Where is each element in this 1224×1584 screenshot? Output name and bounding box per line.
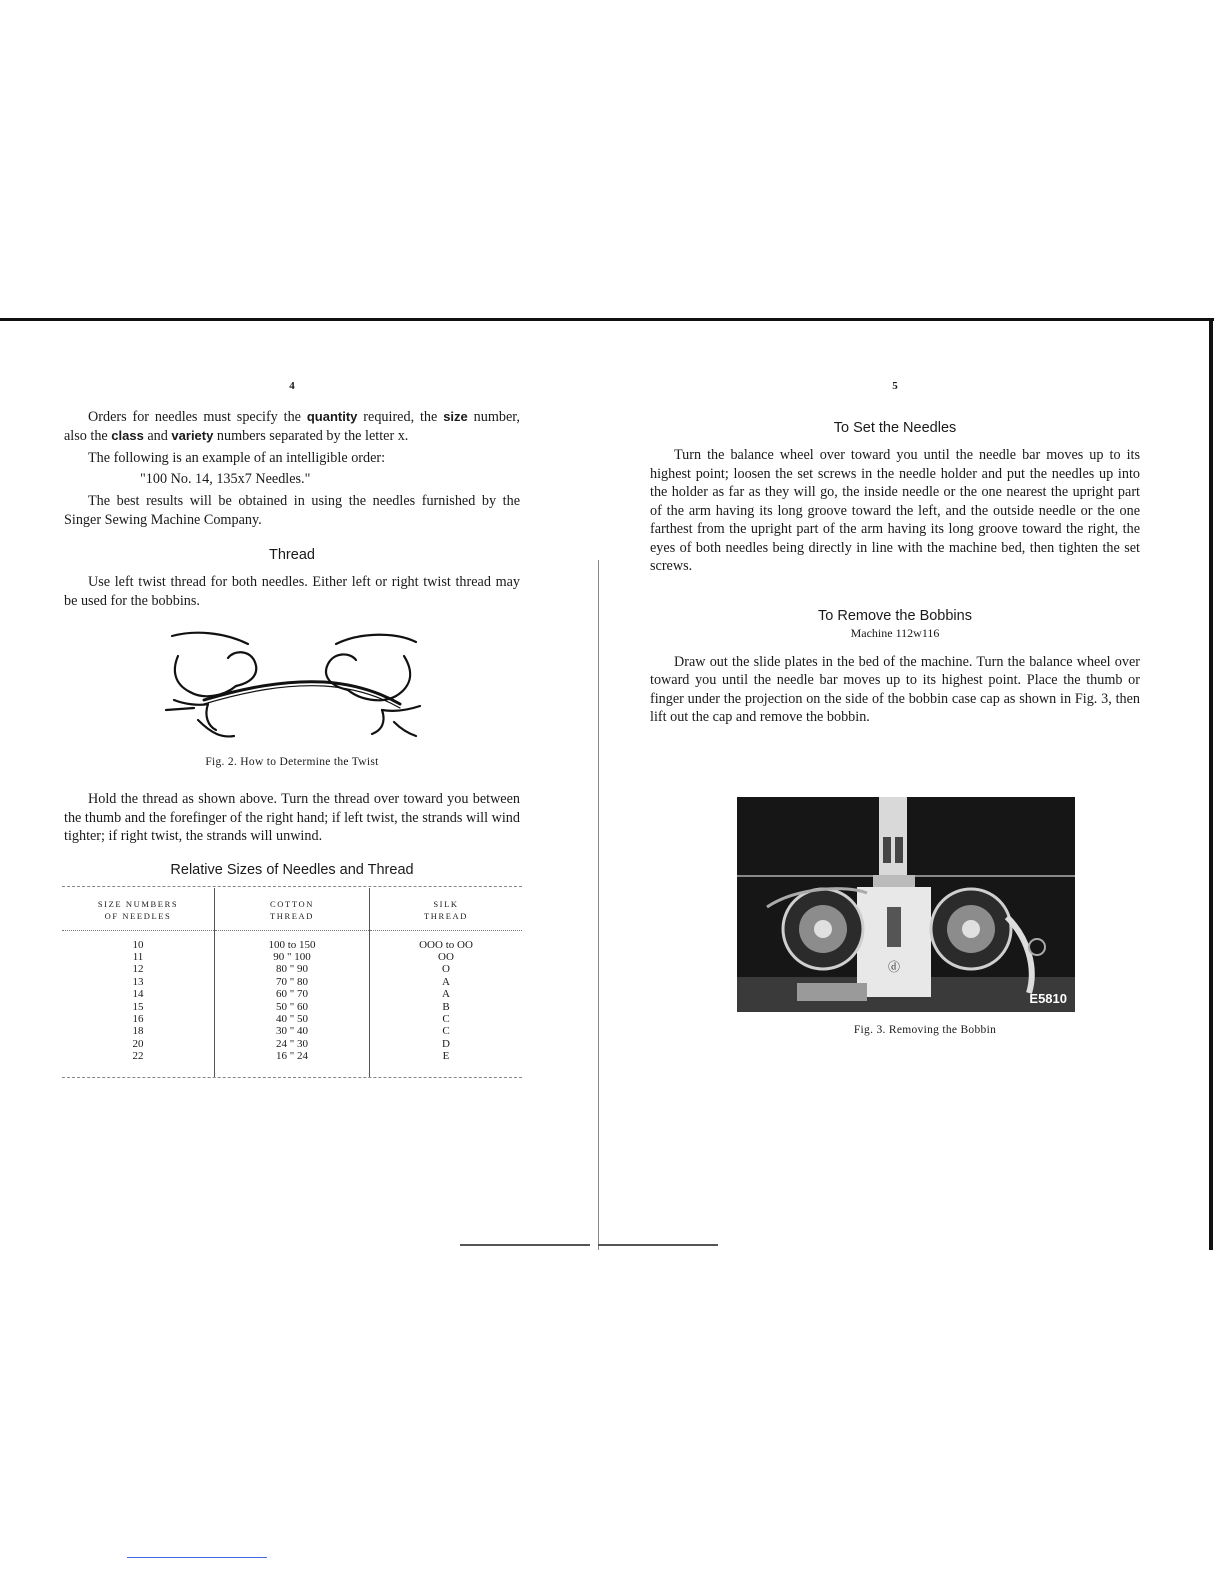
header-size-numbers: SIZE NUMBERS OF NEEDLES [62, 888, 215, 931]
cell-cotton: 80 " 90 [215, 963, 370, 975]
spread-right-edge [1209, 318, 1213, 1250]
table-row [62, 951, 522, 963]
header-silk-thread: SILK THREAD [370, 888, 523, 931]
keyword-size: size [443, 409, 468, 424]
table-row [62, 988, 522, 1000]
table-bottom-rule [62, 1077, 522, 1079]
cell-cotton: 40 " 50 [215, 1013, 370, 1025]
cell-cotton: 100 to 150 [215, 930, 370, 951]
fig3-caption: Fig. 3. Removing the Bobbin [853, 1023, 997, 1036]
needle-thread-table [62, 888, 522, 1077]
bottom-right-edge [598, 1244, 718, 1246]
table-row [62, 1001, 522, 1013]
cell-silk: OOO to OO [419, 938, 473, 951]
svg-text:ⓓ: ⓓ [887, 959, 901, 974]
spread-top-border [0, 318, 1214, 321]
text-run: Orders for needles must specify the [88, 409, 307, 425]
page-number-right: 5 [892, 380, 898, 392]
cell-size: 12 [62, 963, 215, 975]
machine-model-subheading: Machine 112w116 [850, 625, 940, 640]
cell-cotton: 30 " 40 [215, 1025, 370, 1037]
text-run: required, the [357, 409, 444, 425]
table-row [62, 1013, 522, 1025]
table-row [62, 963, 522, 975]
bottom-left-edge [460, 1244, 590, 1246]
table-heading: Relative Sizes of Needles and Thread [170, 861, 414, 878]
cell-cotton: 16 " 24 [215, 1050, 370, 1076]
photo-reference-label: E5810 [1029, 990, 1067, 1006]
footer-link-underline [127, 1557, 267, 1558]
cell-silk: O [442, 963, 450, 976]
text-run: and [143, 427, 172, 444]
page-number-left: 4 [289, 380, 295, 392]
hold-thread-paragraph: Hold the thread as shown above. Turn the thread over toward you between the thumb and the forefinger of the right hand; if left twist, the strands will wind tighter; if right twist, the strands will unwind. [64, 791, 520, 844]
best-results-paragraph: The best results will be obtained in using the needles furnished by the Singer Sewing Machine Company. [64, 493, 520, 528]
table-row [62, 1050, 522, 1076]
page-gutter [598, 560, 599, 1250]
cell-size: 16 [62, 1013, 215, 1025]
cell-cotton: 50 " 60 [215, 1001, 370, 1013]
thread-heading: Thread [269, 547, 315, 563]
remove-bobbins-heading: To Remove the Bobbins [818, 607, 972, 624]
keyword-variety: variety [171, 427, 214, 443]
cell-silk: A [442, 975, 450, 988]
cell-size: 13 [62, 976, 215, 988]
table-row [62, 1038, 522, 1050]
table-row [62, 976, 522, 988]
cell-cotton: 60 " 70 [215, 988, 370, 1000]
text-run: number, also the [64, 409, 520, 444]
remove-bobbins-paragraph: Draw out the slide plates in the bed of the machine. Turn the balance wheel over toward you until the needle bar moves up to its highest point. Place the thumb or finger under the projection on the side of the bobbin case cap as shown in Fig. 3, then lift out the cap and remove the bobbin. [650, 653, 1140, 725]
cell-cotton: 24 " 30 [215, 1038, 370, 1050]
cell-silk: C [442, 1025, 450, 1038]
cell-silk: A [442, 988, 450, 1001]
example-intro: The following is an example of an intelligible order: [88, 450, 386, 466]
thread-paragraph: Use left twist thread for both needles. Either left or right twist thread may be used for the bobbins. [64, 574, 520, 609]
cell-size: 22 [62, 1050, 215, 1076]
table-row [62, 930, 522, 951]
left-page [64, 380, 520, 1079]
cell-cotton: 90 " 100 [215, 951, 370, 963]
table-header-row [62, 888, 522, 931]
cell-cotton: 70 " 80 [215, 976, 370, 988]
set-needles-heading: To Set the Needles [833, 420, 957, 436]
needle-order-paragraph [64, 408, 520, 445]
cell-size: 14 [62, 988, 215, 1000]
cell-silk: B [442, 1000, 450, 1013]
cell-silk: OO [438, 950, 454, 963]
example-order-quote: "100 No. 14, 135x7 Needles." [140, 470, 311, 487]
fig2-caption: Fig. 2. How to Determine the Twist [205, 756, 379, 768]
cell-silk: E [442, 1050, 450, 1063]
keyword-quantity: quantity [306, 409, 358, 424]
keyword-class: class [111, 427, 144, 443]
twist-hands-illustration [164, 626, 424, 744]
machine-bed-illustration [737, 797, 1075, 1012]
set-needles-paragraph: Turn the balance wheel over toward you until the needle bar moves up to its highest point; loosen the set screws in the needle holder and put the needles up into the holder as far as they will go, the inside needle or the one nearest the upright part of the arm having its long groove toward the left, and the outside needle or the one farthest from the upright part of the arm having its long groove toward the right, the eyes of both needles being directly in line with the machine bed, then tighten the set screws. [650, 447, 1140, 574]
cell-size: 10 [62, 930, 215, 951]
bobbin-removal-photo [737, 797, 1075, 1012]
cell-size: 18 [62, 1025, 215, 1037]
text-run: numbers separated by the letter x. [213, 427, 409, 444]
table-row [62, 1025, 522, 1037]
cell-size: 15 [62, 1001, 215, 1013]
cell-size: 11 [62, 951, 215, 963]
cell-silk: C [442, 1012, 450, 1025]
cell-silk: D [442, 1037, 450, 1050]
header-cotton-thread: COTTON THREAD [215, 888, 370, 931]
right-page [650, 380, 1140, 1036]
cell-size: 20 [62, 1038, 215, 1050]
